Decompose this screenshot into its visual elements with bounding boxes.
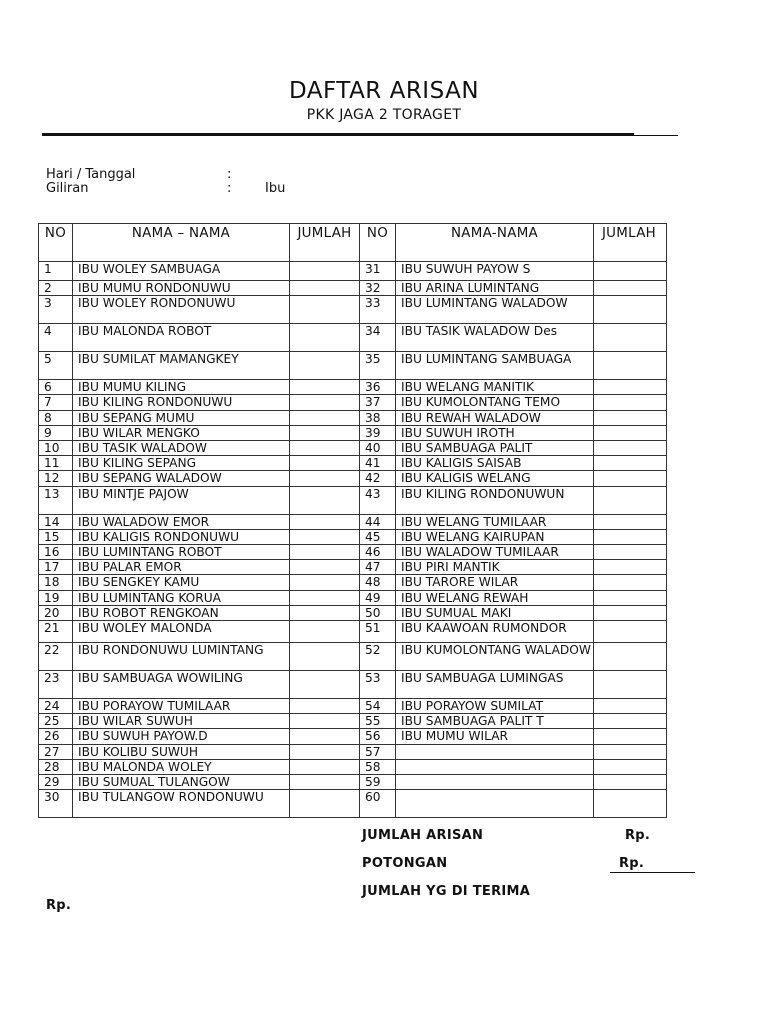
table-row [39, 759, 667, 774]
jumlah-arisan-rp: Rp. [625, 828, 651, 843]
no-left-cell: 27 [39, 744, 73, 759]
name-left-cell: IBU KALIGIS RONDONUWU [73, 529, 290, 544]
no-left-cell: 20 [39, 605, 73, 620]
table-row [39, 324, 667, 352]
jumlah-right-cell [594, 545, 667, 560]
header-rule [42, 133, 634, 136]
jumlah-right-cell [594, 744, 667, 759]
name-left-cell: IBU WILAR MENGKO [73, 425, 290, 440]
name-right-cell: IBU KUMOLONTANG TEMO [396, 395, 594, 410]
no-right-cell: 52 [360, 643, 396, 671]
name-left-cell: IBU MUMU KILING [73, 380, 290, 395]
name-right-cell [396, 790, 594, 818]
no-left-cell: 26 [39, 729, 73, 744]
no-right-cell: 34 [360, 324, 396, 352]
no-left-cell: 25 [39, 714, 73, 729]
no-right-cell: 49 [360, 590, 396, 605]
potongan-label: POTONGAN [362, 856, 448, 871]
no-left-cell: 13 [39, 486, 73, 514]
name-right-cell: IBU WELANG MANITIK [396, 380, 594, 395]
jumlah-left-cell [290, 281, 360, 296]
no-right-cell: 54 [360, 699, 396, 714]
jumlah-left-cell [290, 471, 360, 486]
hari-label: Hari / Tanggal [46, 167, 136, 182]
jumlah-left-cell [290, 729, 360, 744]
jumlah-right-cell [594, 324, 667, 352]
jumlah-right-cell [594, 575, 667, 590]
no-left-cell: 29 [39, 775, 73, 790]
no-right-cell: 57 [360, 744, 396, 759]
jumlah-left-cell [290, 714, 360, 729]
jumlah-right-cell [594, 395, 667, 410]
col-header-no-right: NO [360, 224, 396, 262]
name-left-cell: IBU SENGKEY KAMU [73, 575, 290, 590]
jumlah-right-cell [594, 643, 667, 671]
name-left-cell: IBU PORAYOW TUMILAAR [73, 699, 290, 714]
table-row [39, 296, 667, 324]
name-left-cell: IBU WOLEY MALONDA [73, 621, 290, 643]
name-right-cell: IBU SAMBUAGA LUMINGAS [396, 671, 594, 699]
jumlah-right-cell [594, 714, 667, 729]
jumlah-left-cell [290, 699, 360, 714]
name-left-cell: IBU LUMINTANG KORUA [73, 590, 290, 605]
table-row [39, 621, 667, 643]
table-row [39, 575, 667, 590]
giliran-value: Ibu [265, 181, 286, 196]
giliran-label: Giliran [46, 181, 89, 196]
name-right-cell: IBU ARINA LUMINTANG [396, 281, 594, 296]
table-row [39, 699, 667, 714]
no-right-cell: 58 [360, 759, 396, 774]
jumlah-left-cell [290, 575, 360, 590]
no-right-cell: 48 [360, 575, 396, 590]
jumlah-right-cell [594, 471, 667, 486]
no-left-cell: 30 [39, 790, 73, 818]
name-right-cell: IBU SAMBUAGA PALIT [396, 441, 594, 456]
no-left-cell: 9 [39, 425, 73, 440]
table-header-row [39, 224, 667, 262]
table-row [39, 471, 667, 486]
giliran-colon: : [227, 181, 232, 196]
name-left-cell: IBU KILING RONDONUWU [73, 395, 290, 410]
no-right-cell: 51 [360, 621, 396, 643]
jumlah-right-cell [594, 699, 667, 714]
name-left-cell: IBU SUWUH PAYOW.D [73, 729, 290, 744]
name-right-cell: IBU SAMBUAGA PALIT T [396, 714, 594, 729]
name-right-cell: IBU SUWUH PAYOW S [396, 262, 594, 281]
no-right-cell: 32 [360, 281, 396, 296]
jumlah-left-cell [290, 671, 360, 699]
table-body [39, 262, 667, 818]
col-header-nama-left: NAMA – NAMA [73, 224, 290, 262]
jumlah-right-cell [594, 729, 667, 744]
no-right-cell: 46 [360, 545, 396, 560]
table-row [39, 560, 667, 575]
table-row [39, 380, 667, 395]
name-right-cell: IBU KALIGIS WELANG [396, 471, 594, 486]
no-left-cell: 15 [39, 529, 73, 544]
no-left-cell: 17 [39, 560, 73, 575]
jumlah-left-cell [290, 425, 360, 440]
name-left-cell: IBU MALONDA ROBOT [73, 324, 290, 352]
no-left-cell: 6 [39, 380, 73, 395]
jumlah-left-cell [290, 790, 360, 818]
no-right-cell: 35 [360, 352, 396, 380]
no-left-cell: 16 [39, 545, 73, 560]
no-right-cell: 59 [360, 775, 396, 790]
name-left-cell: IBU KILING SEPANG [73, 456, 290, 471]
no-right-cell: 42 [360, 471, 396, 486]
name-left-cell: IBU WOLEY RONDONUWU [73, 296, 290, 324]
jumlah-left-cell [290, 621, 360, 643]
table-row [39, 395, 667, 410]
table-row [39, 352, 667, 380]
name-right-cell: IBU WALADOW TUMILAAR [396, 545, 594, 560]
col-header-nama-right: NAMA-NAMA [396, 224, 594, 262]
jumlah-left-cell [290, 529, 360, 544]
table-row [39, 529, 667, 544]
table-row [39, 790, 667, 818]
name-right-cell: IBU PIRI MANTIK [396, 560, 594, 575]
name-left-cell: IBU RONDONUWU LUMINTANG [73, 643, 290, 671]
no-right-cell: 31 [360, 262, 396, 281]
no-right-cell: 36 [360, 380, 396, 395]
col-header-jumlah-right: JUMLAH [594, 224, 667, 262]
name-left-cell: IBU SEPANG WALADOW [73, 471, 290, 486]
name-right-cell: IBU WELANG KAIRUPAN [396, 529, 594, 544]
no-right-cell: 53 [360, 671, 396, 699]
jumlah-right-cell [594, 456, 667, 471]
jumlah-right-cell [594, 425, 667, 440]
no-left-cell: 2 [39, 281, 73, 296]
jumlah-diterima-label: JUMLAH YG DI TERIMA [362, 884, 531, 899]
jumlah-right-cell [594, 759, 667, 774]
jumlah-right-cell [594, 486, 667, 514]
jumlah-right-cell [594, 380, 667, 395]
jumlah-left-cell [290, 514, 360, 529]
jumlah-right-cell [594, 410, 667, 425]
name-right-cell: IBU KALIGIS SAISAB [396, 456, 594, 471]
document-subtitle: PKK JAGA 2 TORAGET [306, 107, 462, 123]
jumlah-left-cell [290, 775, 360, 790]
name-left-cell: IBU LUMINTANG ROBOT [73, 545, 290, 560]
name-left-cell: IBU WILAR SUWUH [73, 714, 290, 729]
name-left-cell: IBU SAMBUAGA WOWILING [73, 671, 290, 699]
name-left-cell: IBU MUMU RONDONUWU [73, 281, 290, 296]
table-row [39, 425, 667, 440]
name-left-cell: IBU TULANGOW RONDONUWU [73, 790, 290, 818]
name-left-cell: IBU PALAR EMOR [73, 560, 290, 575]
name-right-cell: IBU LUMINTANG WALADOW [396, 296, 594, 324]
jumlah-left-cell [290, 352, 360, 380]
potongan-rp: Rp. [619, 856, 645, 871]
name-right-cell: IBU LUMINTANG SAMBUAGA [396, 352, 594, 380]
jumlah-arisan-label: JUMLAH ARISAN [362, 828, 484, 843]
table-row [39, 281, 667, 296]
name-right-cell: IBU WELANG REWAH [396, 590, 594, 605]
table-row [39, 744, 667, 759]
name-right-cell [396, 775, 594, 790]
no-right-cell: 39 [360, 425, 396, 440]
name-right-cell: IBU TARORE WILAR [396, 575, 594, 590]
info-giliran [46, 181, 366, 197]
name-left-cell: IBU MALONDA WOLEY [73, 759, 290, 774]
no-right-cell: 55 [360, 714, 396, 729]
name-right-cell: IBU PORAYOW SUMILAT [396, 699, 594, 714]
jumlah-right-cell [594, 560, 667, 575]
name-right-cell: IBU SUMUAL MAKI [396, 605, 594, 620]
name-left-cell: IBU SEPANG MUMU [73, 410, 290, 425]
col-header-no-left: NO [39, 224, 73, 262]
name-right-cell: IBU TASIK WALADOW Des [396, 324, 594, 352]
table-row [39, 671, 667, 699]
jumlah-right-cell [594, 296, 667, 324]
jumlah-right-cell [594, 590, 667, 605]
name-right-cell: IBU KUMOLONTANG WALADOW [396, 643, 594, 671]
jumlah-right-cell [594, 671, 667, 699]
no-left-cell: 21 [39, 621, 73, 643]
name-left-cell: IBU SUMUAL TULANGOW [73, 775, 290, 790]
col-header-jumlah-left: JUMLAH [290, 224, 360, 262]
no-left-cell: 22 [39, 643, 73, 671]
no-right-cell: 45 [360, 529, 396, 544]
table-row [39, 262, 667, 281]
table-row [39, 643, 667, 671]
table-row [39, 514, 667, 529]
jumlah-left-cell [290, 590, 360, 605]
no-left-cell: 19 [39, 590, 73, 605]
no-right-cell: 37 [360, 395, 396, 410]
jumlah-right-cell [594, 605, 667, 620]
jumlah-right-cell [594, 441, 667, 456]
jumlah-right-cell [594, 790, 667, 818]
jumlah-left-cell [290, 441, 360, 456]
no-left-cell: 10 [39, 441, 73, 456]
no-left-cell: 7 [39, 395, 73, 410]
table-row [39, 590, 667, 605]
name-left-cell: IBU WALADOW EMOR [73, 514, 290, 529]
no-right-cell: 43 [360, 486, 396, 514]
no-right-cell: 41 [360, 456, 396, 471]
name-right-cell: IBU KILING RONDONUWUN [396, 486, 594, 514]
table-row [39, 605, 667, 620]
jumlah-right-cell [594, 352, 667, 380]
name-right-cell: IBU WELANG TUMILAAR [396, 514, 594, 529]
no-left-cell: 4 [39, 324, 73, 352]
table-row [39, 729, 667, 744]
hari-colon: : [227, 167, 232, 182]
no-right-cell: 60 [360, 790, 396, 818]
table-row [39, 775, 667, 790]
jumlah-right-cell [594, 621, 667, 643]
header-rule-tail [634, 135, 678, 136]
jumlah-left-cell [290, 744, 360, 759]
name-right-cell [396, 744, 594, 759]
table-row [39, 456, 667, 471]
jumlah-left-cell [290, 643, 360, 671]
name-right-cell: IBU SUWUH IROTH [396, 425, 594, 440]
jumlah-left-cell [290, 296, 360, 324]
no-left-cell: 5 [39, 352, 73, 380]
name-left-cell: IBU MINTJE PAJOW [73, 486, 290, 514]
jumlah-left-cell [290, 380, 360, 395]
no-right-cell: 40 [360, 441, 396, 456]
no-right-cell: 47 [360, 560, 396, 575]
name-right-cell: IBU KAAWOAN RUMONDOR [396, 621, 594, 643]
name-right-cell [396, 759, 594, 774]
jumlah-right-cell [594, 775, 667, 790]
name-left-cell: IBU TASIK WALADOW [73, 441, 290, 456]
jumlah-right-cell [594, 262, 667, 281]
jumlah-left-cell [290, 605, 360, 620]
no-left-cell: 8 [39, 410, 73, 425]
name-left-cell: IBU SUMILAT MAMANGKEY [73, 352, 290, 380]
name-left-cell: IBU KOLIBU SUWUH [73, 744, 290, 759]
no-right-cell: 44 [360, 514, 396, 529]
jumlah-right-cell [594, 281, 667, 296]
no-left-cell: 11 [39, 456, 73, 471]
potongan-underline [610, 872, 695, 873]
no-left-cell: 3 [39, 296, 73, 324]
no-right-cell: 56 [360, 729, 396, 744]
no-left-cell: 18 [39, 575, 73, 590]
table-row [39, 410, 667, 425]
table-row [39, 714, 667, 729]
arisan-table [38, 223, 667, 818]
jumlah-left-cell [290, 456, 360, 471]
no-left-cell: 14 [39, 514, 73, 529]
table-row [39, 486, 667, 514]
table-row [39, 545, 667, 560]
no-left-cell: 28 [39, 759, 73, 774]
jumlah-diterima-rp: Rp. [46, 898, 72, 913]
jumlah-right-cell [594, 514, 667, 529]
jumlah-right-cell [594, 529, 667, 544]
no-right-cell: 33 [360, 296, 396, 324]
name-left-cell: IBU ROBOT RENGKOAN [73, 605, 290, 620]
name-left-cell: IBU WOLEY SAMBUAGA [73, 262, 290, 281]
document-title: DAFTAR ARISAN [288, 78, 480, 104]
name-right-cell: IBU MUMU WILAR [396, 729, 594, 744]
no-left-cell: 23 [39, 671, 73, 699]
name-right-cell: IBU REWAH WALADOW [396, 410, 594, 425]
jumlah-left-cell [290, 486, 360, 514]
jumlah-left-cell [290, 560, 360, 575]
jumlah-left-cell [290, 262, 360, 281]
jumlah-left-cell [290, 410, 360, 425]
no-left-cell: 24 [39, 699, 73, 714]
table-row [39, 441, 667, 456]
jumlah-left-cell [290, 395, 360, 410]
no-left-cell: 1 [39, 262, 73, 281]
jumlah-left-cell [290, 324, 360, 352]
no-right-cell: 38 [360, 410, 396, 425]
no-left-cell: 12 [39, 471, 73, 486]
jumlah-left-cell [290, 545, 360, 560]
no-right-cell: 50 [360, 605, 396, 620]
jumlah-left-cell [290, 759, 360, 774]
